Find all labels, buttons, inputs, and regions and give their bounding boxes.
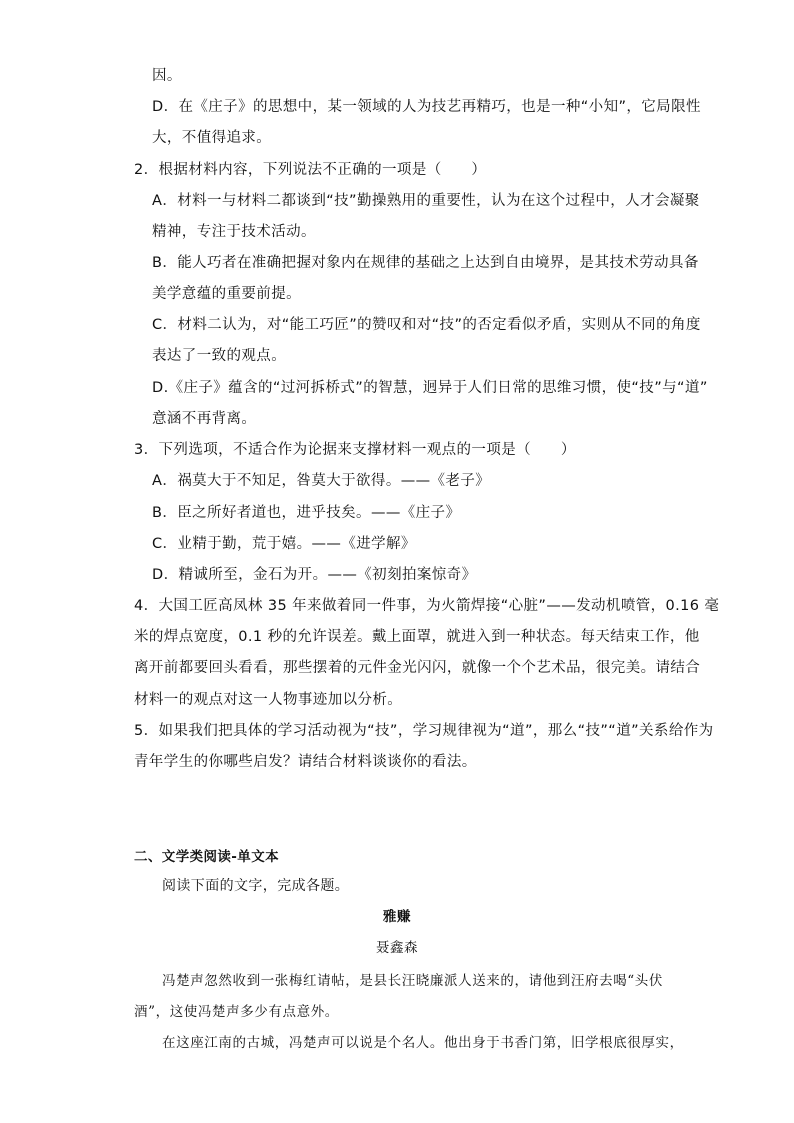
option-b-line: B．能人巧者在准确把握对象内在规律的基础之上达到自由境界，是其技术劳动具备 [152,255,699,271]
text-line: 意涵不再背离。 [152,411,257,427]
text-line: 精神，专注于技术活动。 [152,224,316,240]
text-line: 表达了一致的观点。 [152,348,287,364]
question-3: 3．下列选项，不适合作为论据来支撑材料一观点的一项是（ ） [134,442,576,458]
story-paragraph-line: 在这座江南的古城，冯楚声可以说是个名人。他出身于书香门第，旧学根底很厚实， [162,1035,684,1051]
question-4: 4．大国工匠高凤林 35 年来做着同一件事，为火箭焊接“心脏”——发动机喷管，0.16 毫 [134,598,720,614]
story-author: 聂鑫森 [375,940,419,956]
question-5: 5．如果我们把具体的学习活动视为“技”，学习规律视为“道”，那么“技”“道”关系给作为 [134,723,714,739]
story-paragraph-line: 冯楚声忽然收到一张梅红请帖，是县长汪晓廉派人送来的，请他到汪府去喝“头伏 [162,973,664,989]
text-line: 美学意蕴的重要前提。 [152,286,301,302]
option-d-line: D.《庄子》蕴含的“过河拆桥式”的智慧，迥异于人们日常的思维习惯，使“技”与“道” [152,380,708,396]
option-d-line: D．在《庄子》的思想中，某一领域的人为技艺再精巧，也是一种“小知”，它局限性 [152,99,701,115]
text-line: 青年学生的你哪些启发？请结合材料谈谈你的看法。 [134,754,477,770]
option-d-line: D．精诚所至，金石为开。——《初刻拍案惊奇》 [152,567,477,583]
text-line: 大，不值得追求。 [152,130,272,146]
text-line: 离开前都要回头看看，那些摆着的元件金光闪闪，就像一个个艺术品，很完美。请结合 [134,660,701,676]
option-c-line: C．材料二认为，对“能工巧匠”的赞叹和对“技”的否定看似矛盾，实则从不同的角度 [152,317,701,333]
option-a-line: A．材料一与材料二都谈到“技”勤操熟用的重要性，认为在这个过程中，人才会凝聚 [152,193,700,209]
question-2: 2．根据材料内容，下列说法不正确的一项是（ ） [134,162,487,178]
option-b-line: B．臣之所好者道也，进乎技矣。——《庄子》 [152,505,461,521]
section-heading: 二、文学类阅读-单文本 [134,849,280,865]
section-instruction: 阅读下面的文字，完成各题。 [162,878,350,894]
text-line: 米的焊点宽度，0.1 秒的允许误差。戴上面罩，就进入到一种状态。每天结束工作，他 [134,629,700,645]
story-title: 雅赚 [382,909,412,925]
story-paragraph-line: 酒”，这使冯楚声多少有点意外。 [134,1004,339,1020]
text-line: 材料一的观点对这一人物事迹加以分析。 [134,692,403,708]
option-c-line: C．业精于勤，荒于嬉。——《进学解》 [152,536,416,552]
text-line: 因。 [152,68,182,84]
option-a-line: A．祸莫大于不知足，咎莫大于欲得。——《老子》 [152,473,491,489]
